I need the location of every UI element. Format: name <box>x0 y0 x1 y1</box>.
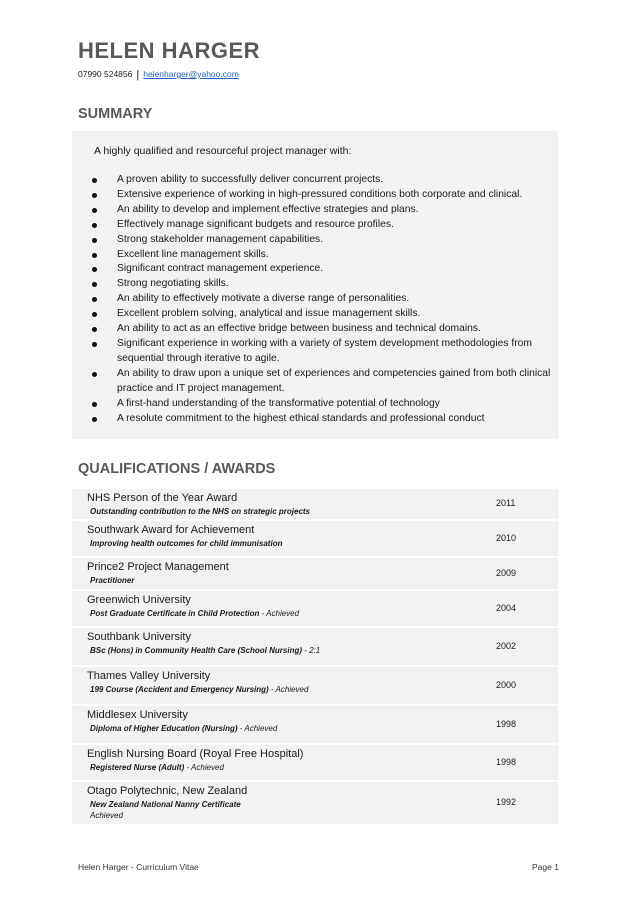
qualification-result: - Achieved <box>184 763 224 772</box>
summary-list-item <box>88 397 553 412</box>
qualification-institution: Prince2 Project Management <box>87 561 229 573</box>
bullet-icon <box>92 193 97 198</box>
summary-point-text: An ability to develop and implement effective strategies and plans. <box>117 203 419 215</box>
summary-point-text: Strong negotiating skills. <box>117 278 229 290</box>
summary-point-text: Significant contract management experience. <box>117 263 324 275</box>
summary-list-item <box>88 173 553 188</box>
qualification-year: 2011 <box>496 498 516 508</box>
summary-point-text: A resolute commitment to the highest ethical standards and professional conduct <box>117 412 485 424</box>
qualification-row <box>72 521 558 558</box>
qualification-title: BSc (Hons) in Community Health Care (School Nursing) <box>90 646 303 655</box>
qualification-description <box>90 609 299 618</box>
qualification-title: Outstanding contribution to the NHS on strategic projects <box>90 507 311 516</box>
qualification-description <box>90 763 224 772</box>
qualification-title: New Zealand National Nanny Certificate <box>90 800 241 809</box>
qualification-title: Practitioner <box>90 576 135 585</box>
summary-point-text: A proven ability to successfully deliver concurrent projects. <box>117 174 384 185</box>
qualification-result: Achieved <box>90 811 123 820</box>
qualification-institution: NHS Person of the Year Award <box>87 492 238 504</box>
qualification-title: Registered Nurse (Adult) <box>90 763 185 772</box>
bullet-icon <box>92 312 97 317</box>
bullet-icon <box>92 238 97 243</box>
bullet-icon <box>92 297 97 302</box>
bullet-icon <box>92 282 97 287</box>
contact-separator: | <box>136 69 140 81</box>
bullet-icon <box>92 208 97 213</box>
qualification-description <box>90 539 282 548</box>
bullet-icon <box>92 417 97 422</box>
page-number: Page 1 <box>532 862 559 872</box>
summary-point-text: Excellent line management skills. <box>117 248 269 260</box>
qualification-year: 2000 <box>496 680 517 690</box>
summary-list-item <box>88 262 553 277</box>
summary-point-text: An ability to act as an effective bridge between business and technical domains. <box>117 323 481 335</box>
contact-line <box>78 68 239 80</box>
summary-list-item <box>88 203 553 218</box>
qualification-result: - Achieved <box>237 724 278 733</box>
qualification-institution: Southbank University <box>87 631 191 643</box>
summary-point-text: Significant experience in working with a variety of system development methodologies from sequential through iterative to agile. <box>117 337 532 364</box>
qualification-description <box>90 685 308 694</box>
qualification-title: Post Graduate Certificate in Child Protection <box>90 609 260 618</box>
qualification-year: 1998 <box>496 719 517 729</box>
summary-point-text: Strong stakeholder management capabilities. <box>117 233 324 245</box>
qualification-institution: English Nursing Board (Royal Free Hospital) <box>87 748 304 760</box>
qualification-institution: Thames Valley University <box>87 670 211 682</box>
email-link[interactable]: helenharger@yahoo.com <box>143 69 239 79</box>
summary-list-item <box>88 188 553 203</box>
qualification-year: 2004 <box>496 603 517 613</box>
summary-list-item <box>88 248 553 263</box>
summary-list-item <box>88 367 553 397</box>
summary-list-item <box>88 292 553 307</box>
qualification-row <box>72 706 558 745</box>
qualifications-heading: QUALIFICATIONS / AWARDS <box>78 461 276 477</box>
qualification-result: - Achieved <box>268 685 309 694</box>
qualification-description <box>90 724 277 733</box>
qualification-description <box>90 507 310 516</box>
footer-title: Helen Harger - Curriculum Vitae <box>78 862 199 872</box>
bullet-icon <box>92 253 97 258</box>
summary-list-item <box>88 337 553 367</box>
qualification-description <box>90 646 320 655</box>
qualification-row <box>72 628 558 667</box>
summary-point-text: Effectively manage significant budgets and resource profiles. <box>117 218 394 230</box>
qualification-year: 2002 <box>496 641 517 651</box>
summary-intro: A highly qualified and resourceful project manager with: <box>94 145 352 157</box>
summary-list <box>88 173 553 426</box>
qualification-title: Diploma of Higher Education (Nursing) <box>90 724 238 733</box>
bullet-icon <box>92 223 97 228</box>
summary-point-text: A first-hand understanding of the transformative potential of technology <box>117 397 440 409</box>
bullet-icon <box>92 342 97 347</box>
qualification-row <box>72 782 558 826</box>
summary-point-text: Excellent problem solving, analytical and issue management skills. <box>117 308 421 320</box>
qualification-year: 2009 <box>496 568 517 578</box>
summary-heading: SUMMARY <box>78 106 153 122</box>
summary-list-item <box>88 322 553 337</box>
qualification-row <box>72 745 558 782</box>
qualification-description <box>90 576 134 585</box>
summary-point-text: An ability to draw upon a unique set of experiences and competencies gained from both clinical practice and IT project management. <box>117 367 551 394</box>
qualification-row <box>72 489 558 521</box>
summary-point-text: Extensive experience of working in high-pressured conditions both corporate and clinical. <box>117 188 523 200</box>
qualification-institution: Middlesex University <box>87 709 188 721</box>
qualification-result: - Achieved <box>259 609 300 618</box>
qualification-institution: Southwark Award for Achievement <box>87 524 255 536</box>
qualification-title: Improving health outcomes for child immunisation <box>90 539 283 548</box>
qualification-description <box>90 800 241 809</box>
bullet-icon <box>92 327 97 332</box>
summary-list-item <box>88 307 553 322</box>
qualification-institution: Otago Polytechnic, New Zealand <box>87 785 248 797</box>
phone-number: 07990 524856 <box>78 69 133 79</box>
qualification-result: - 2:1 <box>302 646 321 655</box>
qualification-year: 1992 <box>496 797 517 807</box>
summary-point-text: An ability to effectively motivate a diverse range of personalities. <box>117 293 410 305</box>
qualification-year: 2010 <box>496 533 517 543</box>
summary-list-item <box>88 233 553 248</box>
qualification-title: 199 Course (Accident and Emergency Nursing) <box>90 685 269 694</box>
summary-list-item <box>88 412 553 427</box>
summary-list-item <box>88 218 553 233</box>
qualifications-table <box>72 489 558 826</box>
bullet-icon <box>92 402 97 407</box>
summary-list-item <box>88 277 553 292</box>
bullet-icon <box>92 178 97 183</box>
bullet-icon <box>92 267 97 272</box>
bullet-icon <box>92 372 97 377</box>
candidate-name: HELEN HARGER <box>78 38 261 63</box>
qualification-row <box>72 591 558 628</box>
qualification-year: 1998 <box>496 757 517 767</box>
qualification-institution: Greenwich University <box>87 594 191 606</box>
qualification-row <box>72 667 558 706</box>
qualification-row <box>72 558 558 591</box>
